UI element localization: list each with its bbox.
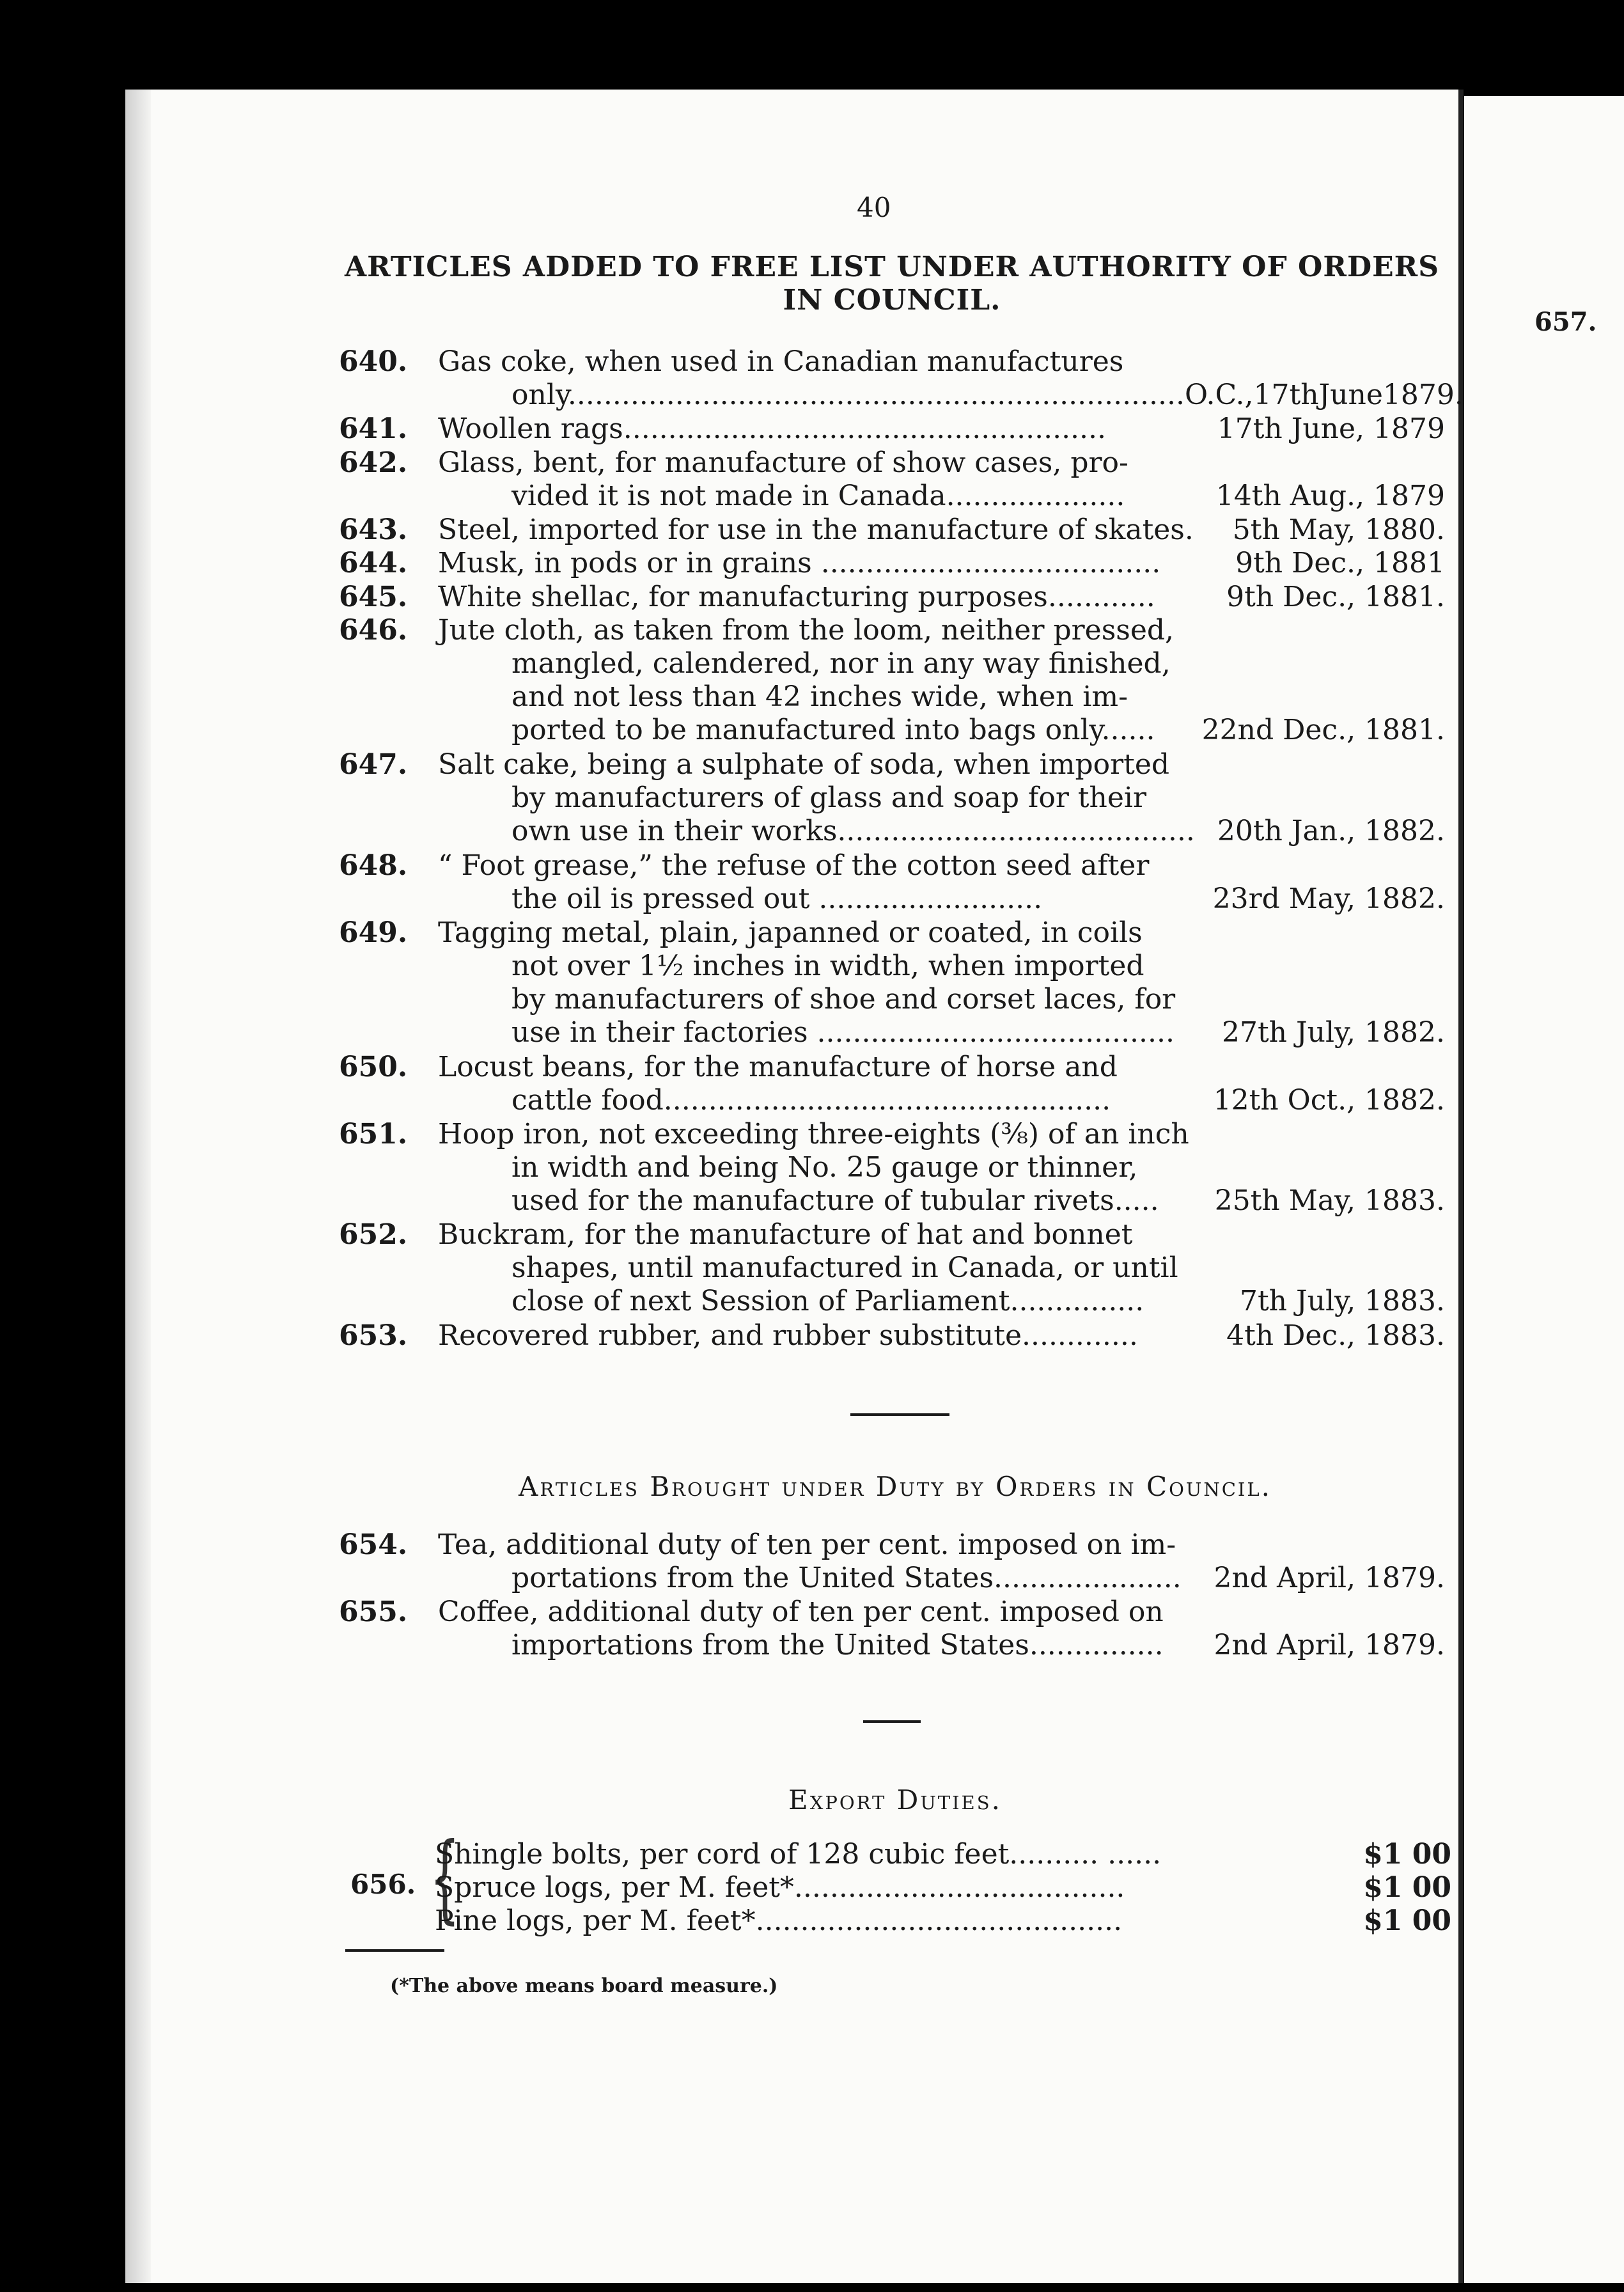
entry-number: 640. xyxy=(339,345,408,378)
entry-text: Jute cloth, as taken from the loom, neither pressed, xyxy=(438,614,1175,647)
entry-line xyxy=(339,1319,1451,1353)
entry-line xyxy=(339,1084,1451,1117)
entry-line xyxy=(339,680,1451,714)
entry-text: and not less than 42 inches wide, when im- xyxy=(511,680,1128,713)
entry-line xyxy=(339,379,1464,412)
entry-line xyxy=(339,714,1451,747)
entry-text: Locust beans, for the manufacture of horse and xyxy=(438,1050,1118,1083)
facing-page xyxy=(1464,96,1624,2283)
entry xyxy=(339,916,1451,1049)
entry xyxy=(339,581,1451,614)
entry-date: 27th July, 1882. xyxy=(1222,1016,1445,1049)
divider xyxy=(850,1413,949,1416)
entry-text: by manufacturers of glass and soap for their xyxy=(511,781,1147,814)
entry-line xyxy=(339,983,1451,1016)
entry-number: 655. xyxy=(339,1596,408,1628)
divider xyxy=(863,1720,921,1723)
entry xyxy=(339,849,1451,916)
entry-text: Tagging metal, plain, japanned or coated, in coils xyxy=(438,916,1143,949)
page-number: 40 xyxy=(857,192,891,223)
footnote: (*The above means board measure.) xyxy=(390,1975,778,1997)
entry-line xyxy=(339,815,1451,848)
entry-line xyxy=(339,1596,1451,1629)
entry-text: only.....................................................................O.C.,17thJune1879. xyxy=(511,379,1464,411)
entry-number: 645. xyxy=(339,580,408,613)
entry-line xyxy=(339,547,1451,580)
entry-number: 644. xyxy=(339,547,408,579)
entry xyxy=(339,1218,1451,1318)
export-item: Spruce logs, per M. feet*..................................... xyxy=(435,1871,1125,1904)
export-amount: $1 00 xyxy=(1363,1904,1451,1937)
entry-date: 4th Dec., 1883. xyxy=(1226,1319,1445,1352)
entry-line xyxy=(339,1051,1451,1084)
entry-text: Steel, imported for use in the manufacture of skates. xyxy=(438,513,1194,546)
entry-date: 20th Jan., 1882. xyxy=(1217,815,1445,847)
entry-text: Gas coke, when used in Canadian manufactures xyxy=(438,345,1124,378)
entry-line xyxy=(339,950,1451,983)
export-item: Shingle bolts, per cord of 128 cubic feet.......... ...... xyxy=(435,1838,1162,1871)
entry-date: 14th Aug., 1879 xyxy=(1215,479,1445,512)
entry-text: Tea, additional duty of ten per cent. imposed on im- xyxy=(438,1528,1176,1561)
entry-text: ported to be manufactured into bags only...... xyxy=(511,714,1155,746)
entry-number: 650. xyxy=(339,1050,408,1083)
entry xyxy=(339,748,1451,848)
export-row xyxy=(435,1871,1458,1904)
entry-date: 12th Oct., 1882. xyxy=(1213,1083,1445,1117)
entry-number: 641. xyxy=(339,412,408,445)
export-heading: Export Duties. xyxy=(788,1784,1002,1816)
section-heading-line-2: IN COUNCIL. xyxy=(783,284,1001,317)
entry-line xyxy=(339,1629,1451,1662)
entry-line xyxy=(339,1218,1451,1252)
entry-text: importations from the United States............... xyxy=(511,1629,1164,1661)
entry-text: vided it is not made in Canada.................... xyxy=(511,479,1125,512)
entry-line xyxy=(339,412,1451,446)
entry-text: own use in their works........................................ xyxy=(511,815,1195,847)
entry-text: mangled, calendered, nor in any way finished, xyxy=(511,647,1171,680)
duty-heading: Articles Brought under Duty by Orders in Council. xyxy=(519,1471,1272,1502)
entry-line xyxy=(339,514,1451,547)
entry-line xyxy=(339,883,1451,916)
entry-date: 5th May, 1880. xyxy=(1232,513,1445,546)
entry-date: 2nd April, 1879. xyxy=(1214,1562,1445,1594)
export-item-number: 656. xyxy=(350,1869,416,1900)
entry-date: 22nd Dec., 1881. xyxy=(1201,714,1445,746)
entry-line xyxy=(339,748,1451,781)
entry xyxy=(339,1118,1451,1218)
entry-text: shapes, until manufactured in Canada, or until xyxy=(511,1252,1178,1284)
entry-number: 643. xyxy=(339,513,408,546)
entry xyxy=(339,446,1451,513)
entry-line xyxy=(339,1151,1451,1184)
facing-page-number: 657. xyxy=(1534,307,1597,337)
entry-text: used for the manufacture of tubular rivets..... xyxy=(511,1184,1159,1217)
entry-number: 648. xyxy=(339,849,408,882)
entry-text: Glass, bent, for manufacture of show cases, pro- xyxy=(438,446,1128,479)
entry-text: in width and being No. 25 gauge or thinner, xyxy=(511,1150,1138,1184)
entry-number: 646. xyxy=(339,614,408,647)
entry-line xyxy=(339,1184,1451,1218)
entry-text: Woollen rags...................................................... xyxy=(438,412,1106,445)
entry-line xyxy=(339,581,1451,614)
section-heading-line-1: ARTICLES ADDED TO FREE LIST UNDER AUTHORITY OF ORDERS xyxy=(344,251,1439,283)
entry-number: 651. xyxy=(339,1117,408,1150)
entry-text: the oil is pressed out ......................... xyxy=(511,882,1043,915)
entry-text: not over 1½ inches in width, when imported xyxy=(511,949,1144,982)
export-amount: $1 00 xyxy=(1363,1838,1451,1871)
entry-text: portations from the United States..................... xyxy=(511,1562,1182,1594)
export-item: Pine logs, per M. feet*......................................... xyxy=(435,1904,1123,1937)
entry-line xyxy=(339,647,1451,680)
entry-line xyxy=(339,614,1451,647)
entry-date: 9th Dec., 1881 xyxy=(1235,547,1445,579)
entry-line xyxy=(339,480,1451,513)
page-binding-edge xyxy=(125,90,151,2283)
export-row xyxy=(435,1904,1458,1937)
entry-line xyxy=(339,1562,1451,1595)
entry-number: 647. xyxy=(339,748,408,781)
entry xyxy=(339,547,1451,580)
entry-text: Salt cake, being a sulphate of soda, when imported xyxy=(438,748,1170,781)
entry xyxy=(339,345,1464,412)
entry xyxy=(339,1319,1451,1353)
footnote-rule xyxy=(345,1949,444,1952)
entry-line xyxy=(339,1528,1451,1562)
entry-line xyxy=(339,781,1451,815)
entry-text: “ Foot grease,” the refuse of the cotton seed after xyxy=(438,849,1150,882)
entry-text: close of next Session of Parliament............... xyxy=(511,1285,1144,1317)
entry-number: 652. xyxy=(339,1218,408,1251)
export-amount: $1 00 xyxy=(1363,1871,1451,1904)
entry-line xyxy=(339,1016,1451,1049)
entry xyxy=(339,614,1451,747)
entry-text: cattle food.................................................. xyxy=(511,1083,1111,1117)
entry-line xyxy=(339,849,1451,883)
entry-text: Coffee, additional duty of ten per cent. imposed on xyxy=(438,1596,1164,1628)
entry xyxy=(339,1528,1451,1595)
entry-date: 23rd May, 1882. xyxy=(1212,882,1445,915)
entry-number: 649. xyxy=(339,916,408,949)
entry-line xyxy=(339,1118,1451,1151)
entry-text: White shellac, for manufacturing purposes............ xyxy=(438,580,1155,613)
entry-number: 642. xyxy=(339,446,408,479)
entry-line xyxy=(339,1285,1451,1318)
entry-date: 2nd April, 1879. xyxy=(1214,1629,1445,1661)
entry xyxy=(339,412,1451,446)
entry-date: 9th Dec., 1881. xyxy=(1226,580,1445,613)
entry xyxy=(339,1051,1451,1117)
brace: { xyxy=(429,1823,460,1934)
entry-number: 653. xyxy=(339,1319,408,1352)
entry xyxy=(339,1596,1451,1662)
entry-text: Hoop iron, not exceeding three-eights (⅜) of an inch xyxy=(438,1117,1189,1150)
entry-text: Recovered rubber, and rubber substitute............. xyxy=(438,1319,1138,1352)
entry-line xyxy=(339,1252,1451,1285)
entry-number: 654. xyxy=(339,1528,408,1561)
entry-text: Musk, in pods or in grains ...................................... xyxy=(438,547,1161,579)
entry-text: use in their factories ........................................ xyxy=(511,1016,1175,1049)
entry-line xyxy=(339,345,1451,379)
entry-date: 7th July, 1883. xyxy=(1240,1285,1445,1317)
entry-line xyxy=(339,446,1451,480)
entry-text: by manufacturers of shoe and corset laces, for xyxy=(511,982,1176,1016)
entry-date: 17th June, 1879 xyxy=(1217,412,1445,445)
entry-line xyxy=(339,916,1451,950)
entry-text: Buckram, for the manufacture of hat and bonnet xyxy=(438,1218,1133,1251)
entry xyxy=(339,514,1451,547)
entry-date: 25th May, 1883. xyxy=(1214,1184,1445,1217)
export-row xyxy=(435,1838,1458,1871)
